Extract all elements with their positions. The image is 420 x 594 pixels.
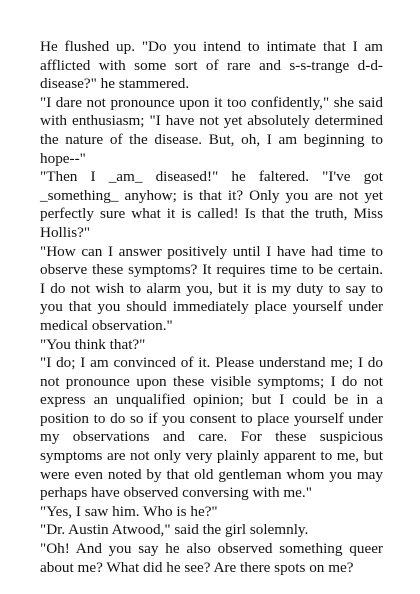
paragraph-2: "I dare not pronounce upon it too confidently," she said with enthusiasm; "I have not yet absolutely determined the nature of the disease. But, oh, I am beginning to hope--" — [40, 93, 383, 167]
document-page — [40, 38, 383, 577]
paragraph-6: "I do; I am convinced of it. Please understand me; I do not pronounce upon these visible symptoms; I do not express an unqualified opinion; but I could be in a position to do so if you consent to place yourself under my observations and care. For these suspicious symptoms are not only very plainly apparent to me, but were even noted by that old gentleman whom you may perhaps have observed conversing with me." — [40, 354, 383, 502]
paragraph-3: "Then I _am_ diseased!" he faltered. "I've got _something_ anyhow; is that it? Only you are not yet perfectly sure what it is called! Is that the truth, Miss Hollis?" — [40, 168, 383, 241]
paragraph-1: He flushed up. "Do you intend to intimate that I am afflicted with some sort of rare and s-s-trange d-d-disease?" he stammered. — [40, 38, 383, 93]
paragraph-9: "Oh! And you say he also observed something queer about me? What did he see? Are there spots on me? — [40, 540, 383, 576]
paragraph-4: "How can I answer positively until I have had time to observe these symptoms? It requires time to be certain. I do not wish to alarm you, but it is my duty to say to you that you should immediately place yourself under medical observation." — [40, 242, 383, 334]
paragraph-7: "Yes, I saw him. Who is he?" — [40, 502, 218, 520]
paragraph-5: "You think that?" — [40, 335, 146, 353]
paragraph-8: "Dr. Austin Atwood," said the girl solemnly. — [40, 521, 309, 539]
